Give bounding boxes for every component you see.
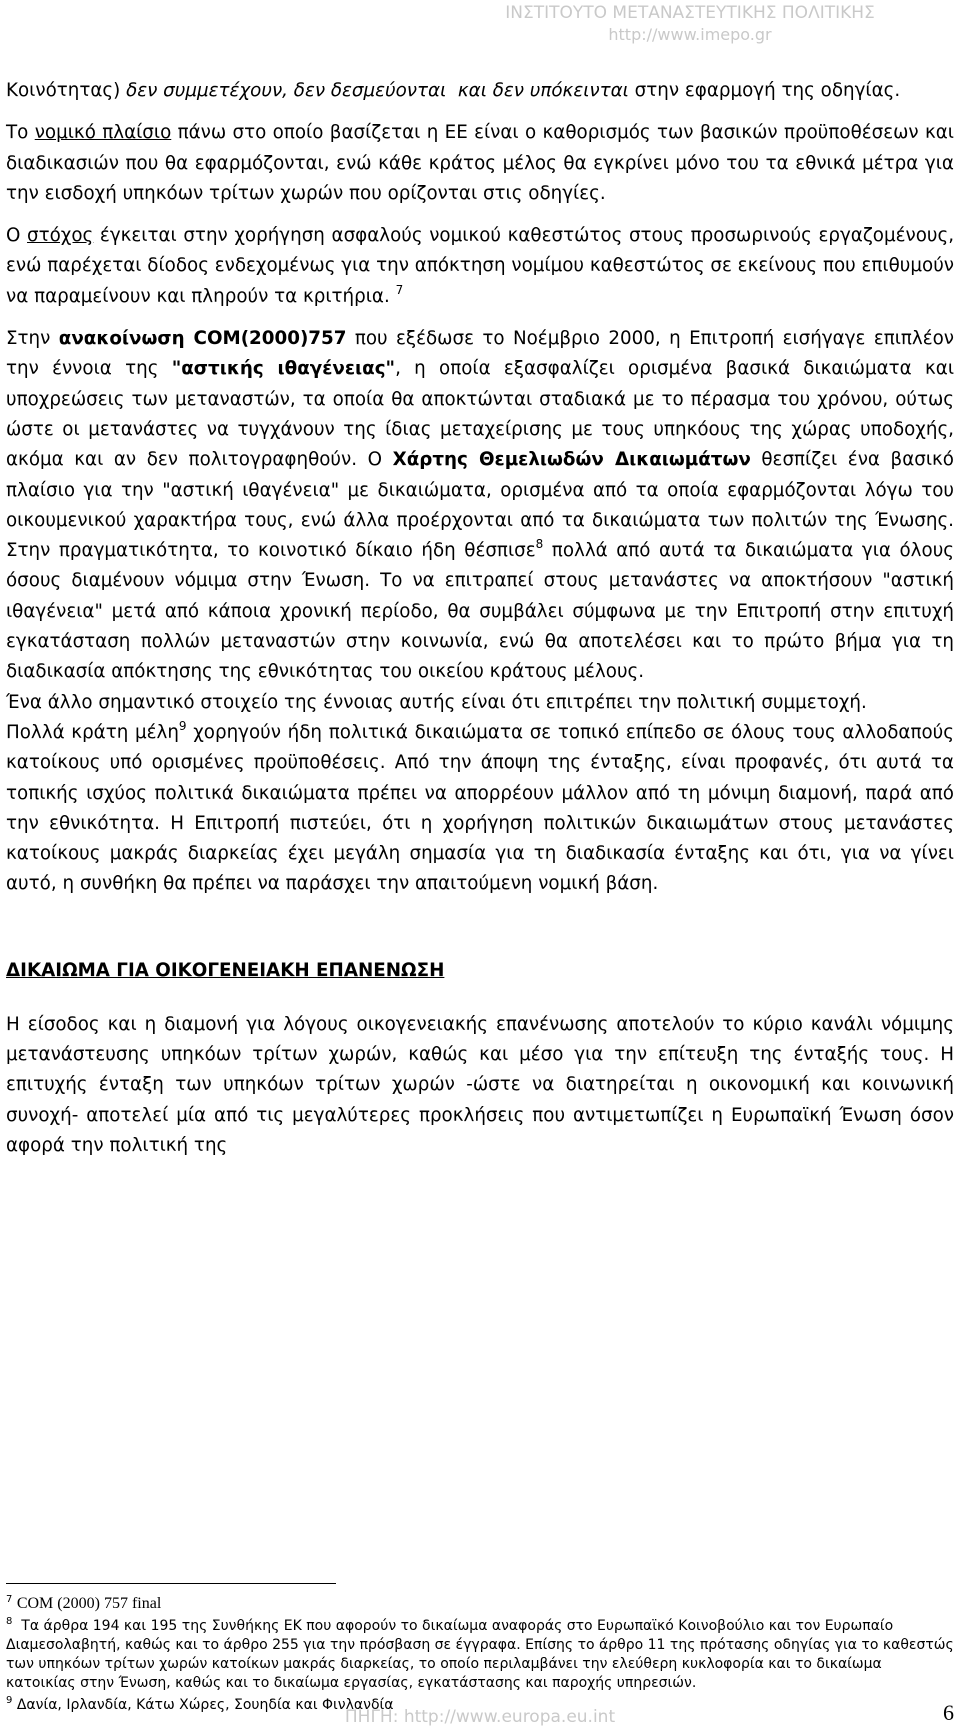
header-url: http://www.imepo.gr <box>608 25 772 44</box>
footnote-number: 7 <box>6 1594 13 1605</box>
footnote-number: 9 <box>6 1695 13 1706</box>
paragraph-1 <box>6 76 954 106</box>
paragraph-4 <box>6 324 954 688</box>
text: στην εφαρμογή της οδηγίας. <box>628 80 901 101</box>
text: πολλά από αυτά τα δικαιώματα για όλους όσους διαμένουν νόμιμα στην Ένωση. Το να επιτραπεί στους μετανάστες να αποκτήσουν "αστική ιθαγένεια" μετά από κάποια χρονική περίοδο, θα συμβάλει σύμφωνα με την Επιτροπή στην επιτυχή εγκατάσταση πολλών μεταναστών στην κοινωνία, ενώ θα αποτελέσει και το πρώτο βήμα για τη διαδικασία απόκτησης της εθνικότητας του οικείου κράτους μέλους. <box>6 540 954 683</box>
underlined-term: στόχος <box>27 225 94 247</box>
paragraph-5: Ένα άλλο σημαντικό στοιχείο της έννοιας αυτής είναι ότι επιτρέπει την πολιτική συμμετοχή. <box>6 691 867 713</box>
paragraph-6 <box>6 718 954 900</box>
text: έγκειται στην χορήγηση ασφαλούς νομικού καθεστώτος στους προσωρινούς εργαζομένους, ενώ παρέχεται δίοδος ενδεχομένως για την απόκτηση νομίμου καθεστώτος σε εκείνους που επιθυμούν να παραμείνουν και πληρούν τα κριτήρια. <box>6 225 954 307</box>
bold-term: Χάρτης Θεμελιωδών Δικαιωμάτων <box>392 449 751 471</box>
footnote-7 <box>6 1594 954 1614</box>
footnote-text: Τα άρθρα 194 και 195 της Συνθήκης ΕΚ που αφορούν το δικαίωμα αναφοράς στο Ευρωπαϊκό Κοινοβούλιο και τον Ευρωπαίο Διαμεσολαβητή, καθώς και το άρθρο 255 για την πρόσβαση σε έγγραφα. Επίσης το άρθρο 11 της πρότασης οδηγίας για το καθεστώς των υπηκόων τρίτων χωρών κατοίκων μακράς διαρκείας, το οποίο περιλαμβάνει την ελεύθερη κυκλοφορία και το δικαίωμα κατοικίας στην Ένωση, καθώς και το δικαίωμα εργασίας, εγκατάστασης και παροχής υπηρεσιών. <box>6 1618 954 1691</box>
footnote-divider <box>6 1583 336 1584</box>
page-footer-source: ΠΗΓΗ: http://www.europa.eu.int <box>344 1707 616 1727</box>
footnote-8 <box>6 1617 954 1693</box>
page-number: 6 <box>943 1700 954 1725</box>
page-header <box>0 2 960 46</box>
text: , η οποία εξασφαλίζει ορισμένα βασικά δικαιώματα και υποχρεώσεις των μεταναστών, τα οποία θα αποκτώνται σταδιακά με το πέρασμα του χρόνου, ούτως ώστε οι μετανάστες να τυγχάνουν της ίδιας μεταχείρισης με τους υπηκόους της χώρας υποδοχής, ακόμα και αν δεν πολιτογραφηθούν. Ο <box>6 358 955 471</box>
bold-term: "αστικής ιθαγένειας" <box>171 358 396 380</box>
footnote-text: Δανία, Ιρλανδία, Κάτω Χώρες, Σουηδία και Φινλανδία <box>16 1697 394 1713</box>
text: που εξέδωσε το Νοέμβριο 2000, η Επιτροπή εισήγαγε επιπλέον την έννοια της <box>6 328 955 380</box>
text: Το <box>6 122 35 144</box>
text: πάνω στο οποίο βασίζεται η ΕΕ είναι ο καθορισμός των βασικών προϋποθέσεων και διαδικασιών που θα εφαρμόζονται, ενώ κάθε κράτος μέλος θα εγκρίνει μόνο του τα εθνικά μέτρα για την εισδοχή υπηκόων τρίτων χωρών που ορίζονται στις οδηγίες. <box>6 122 954 204</box>
paragraph-7: Η είσοδος και η διαμονή για λόγους οικογενειακής επανένωσης αποτελούν το κύριο κανάλι νόμιμης μετανάστευσης υπηκόων τρίτων χωρών, καθώς και μέσο για την επίτευξη της ένταξής τους. Η επιτυχής ένταξη των υπηκόων τρίτων χωρών -ώστε να διατηρείται η οικονομική και κοινωνική συνοχή- αποτελεί μία από τις μεγαλύτερες προκλήσεις που αντιμετωπίζει η Ευρωπαϊκή Ένωση όσον αφορά την πολιτική της <box>6 1013 954 1156</box>
text: Ο <box>6 225 28 247</box>
footnotes <box>6 1594 954 1715</box>
text: θεσπίζει ένα βασικό πλαίσιο για την "αστική ιθαγένεια" με δικαιώματα, ορισμένα από τα οποία εφαρμόζονται λόγω του οικουμενικού χαρακτήρα τους, ενώ άλλα προέρχονται από τα δικαιώματα των πολιτών της Ένωσης. Στην πραγματικότητα, το κοινοτικό δίκαιο ήδη θέσπισε <box>6 449 954 562</box>
bold-term: ανακοίνωση COM(2000)757 <box>58 328 347 350</box>
text: Κοινότητας) <box>6 80 127 101</box>
section-heading: ΔΙΚΑΙΩΜΑ ΓΙΑ ΟΙΚΟΓΕΝΕΙΑΚΗ ΕΠΑΝΕΝΩΣΗ <box>6 959 445 981</box>
text <box>446 80 458 101</box>
text: Πολλά κράτη μέλη <box>6 721 179 743</box>
footnote-ref-8[interactable]: 8 <box>535 537 544 552</box>
paragraph-2 <box>6 118 954 209</box>
footnote-ref-9[interactable]: 9 <box>178 718 187 733</box>
text: Στην <box>6 328 59 350</box>
header-org: ΙΝΣΤΙΤΟΥΤΟ ΜΕΤΑΝΑΣΤΕΥΤΙΚΗΣ ΠΟΛΙΤΙΚΗΣ <box>505 3 875 23</box>
text: χορηγούν ήδη πολιτικά δικαιώματα σε τοπικό επίπεδο σε όλους τους αλλοδαπούς κατοίκους υπό ορισμένες προϋποθέσεις. Από την άποψη της ένταξης, είναι προφανές, ότι αυτά τα τοπικής ισχύος πολιτικά δικαιώματα πρέπει να απορρέουν μάλλον από τη μόνιμη διαμονή, παρά από την εθνικότητα. Η Επιτροπή πιστεύει, ότι η χορήγηση πολιτικών δικαιωμάτων στους μετανάστες κατοίκους μακράς διαρκείας έχει μεγάλη σημασία για τη διαδικασία ένταξης και ότι, για να γίνει αυτό, η συνθήκη θα πρέπει να παράσχει την απαιτούμενη νομική βάση. <box>6 721 954 895</box>
footnote-ref-7[interactable]: 7 <box>395 282 404 297</box>
emphasis: και δεν υπόκεινται <box>457 80 629 101</box>
footnote-text: COM (2000) 757 final <box>16 1595 162 1612</box>
footnote-number: 8 <box>6 1616 13 1627</box>
emphasis: δεν συμμετέχουν, δεν δεσμεύονται <box>126 80 447 101</box>
underlined-term: νομικό πλαίσιο <box>34 122 172 144</box>
paragraph-3 <box>6 221 954 312</box>
document-body <box>6 76 954 1161</box>
